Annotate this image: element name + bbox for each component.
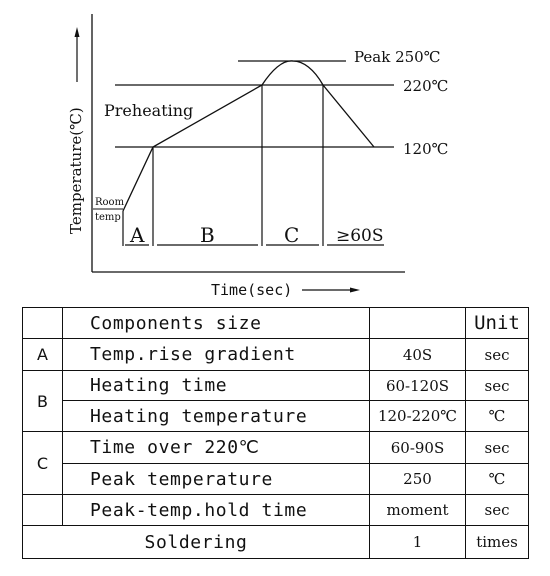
step-b-cell: B xyxy=(23,371,63,432)
row-unit: ℃ xyxy=(466,401,529,432)
step-c-cell: C xyxy=(23,432,63,495)
row-name: Heating temperature xyxy=(63,401,370,432)
zone-a-label: A xyxy=(130,223,145,247)
peak-label: Peak 250℃ xyxy=(354,48,441,66)
table-row xyxy=(23,401,529,432)
zone-d-label: ≥60S xyxy=(336,226,384,246)
zone-c-label: C xyxy=(284,223,300,247)
x-axis-arrowhead-icon xyxy=(350,288,360,293)
y-axis-label: Temperature(℃) xyxy=(67,107,85,234)
preheating-label: Preheating xyxy=(104,101,194,120)
table-header-value xyxy=(370,308,466,339)
table-header-unit: Unit xyxy=(466,308,529,339)
soldering-unit: times xyxy=(466,526,529,559)
row-name: Peak-temp.hold time xyxy=(63,495,370,526)
zone-b-label: B xyxy=(200,223,215,247)
row-value: 60-90S xyxy=(370,432,466,464)
row-value: 250 xyxy=(370,464,466,495)
table-header-row xyxy=(23,308,529,339)
table-header-step xyxy=(23,308,63,339)
row-name: Temp.rise gradient xyxy=(63,339,370,371)
row-name: Time over 220℃ xyxy=(63,432,370,464)
x-axis-label: Time(sec) xyxy=(211,281,293,299)
level-120-label: 120℃ xyxy=(403,140,449,158)
row-name: Peak temperature xyxy=(63,464,370,495)
table-row xyxy=(23,495,529,526)
row-unit: ℃ xyxy=(466,464,529,495)
table-footer-row xyxy=(23,526,529,559)
row-value: 120-220℃ xyxy=(370,401,466,432)
row-unit: sec xyxy=(466,371,529,401)
temp-label: temp xyxy=(95,212,121,223)
row-name: Heating time xyxy=(63,371,370,401)
table-row xyxy=(23,464,529,495)
row-unit: sec xyxy=(466,495,529,526)
row-value: 40S xyxy=(370,339,466,371)
step-a-cell: A xyxy=(23,339,63,371)
temperature-profile-curve xyxy=(123,61,374,211)
soldering-value: 1 xyxy=(370,526,466,559)
soldering-label: Soldering xyxy=(23,526,370,559)
table-row xyxy=(23,432,529,464)
row-unit: sec xyxy=(466,432,529,464)
reflow-spec-table xyxy=(22,307,529,559)
room-label: Room xyxy=(95,197,125,208)
y-axis-arrowhead-icon xyxy=(75,27,80,37)
table-header-components: Components size xyxy=(63,308,370,339)
row-value: moment xyxy=(370,495,466,526)
step-empty-cell xyxy=(23,495,63,526)
table-row xyxy=(23,339,529,371)
row-value: 60-120S xyxy=(370,371,466,401)
table-row xyxy=(23,371,529,401)
row-unit: sec xyxy=(466,339,529,371)
level-220-label: 220℃ xyxy=(403,77,449,95)
